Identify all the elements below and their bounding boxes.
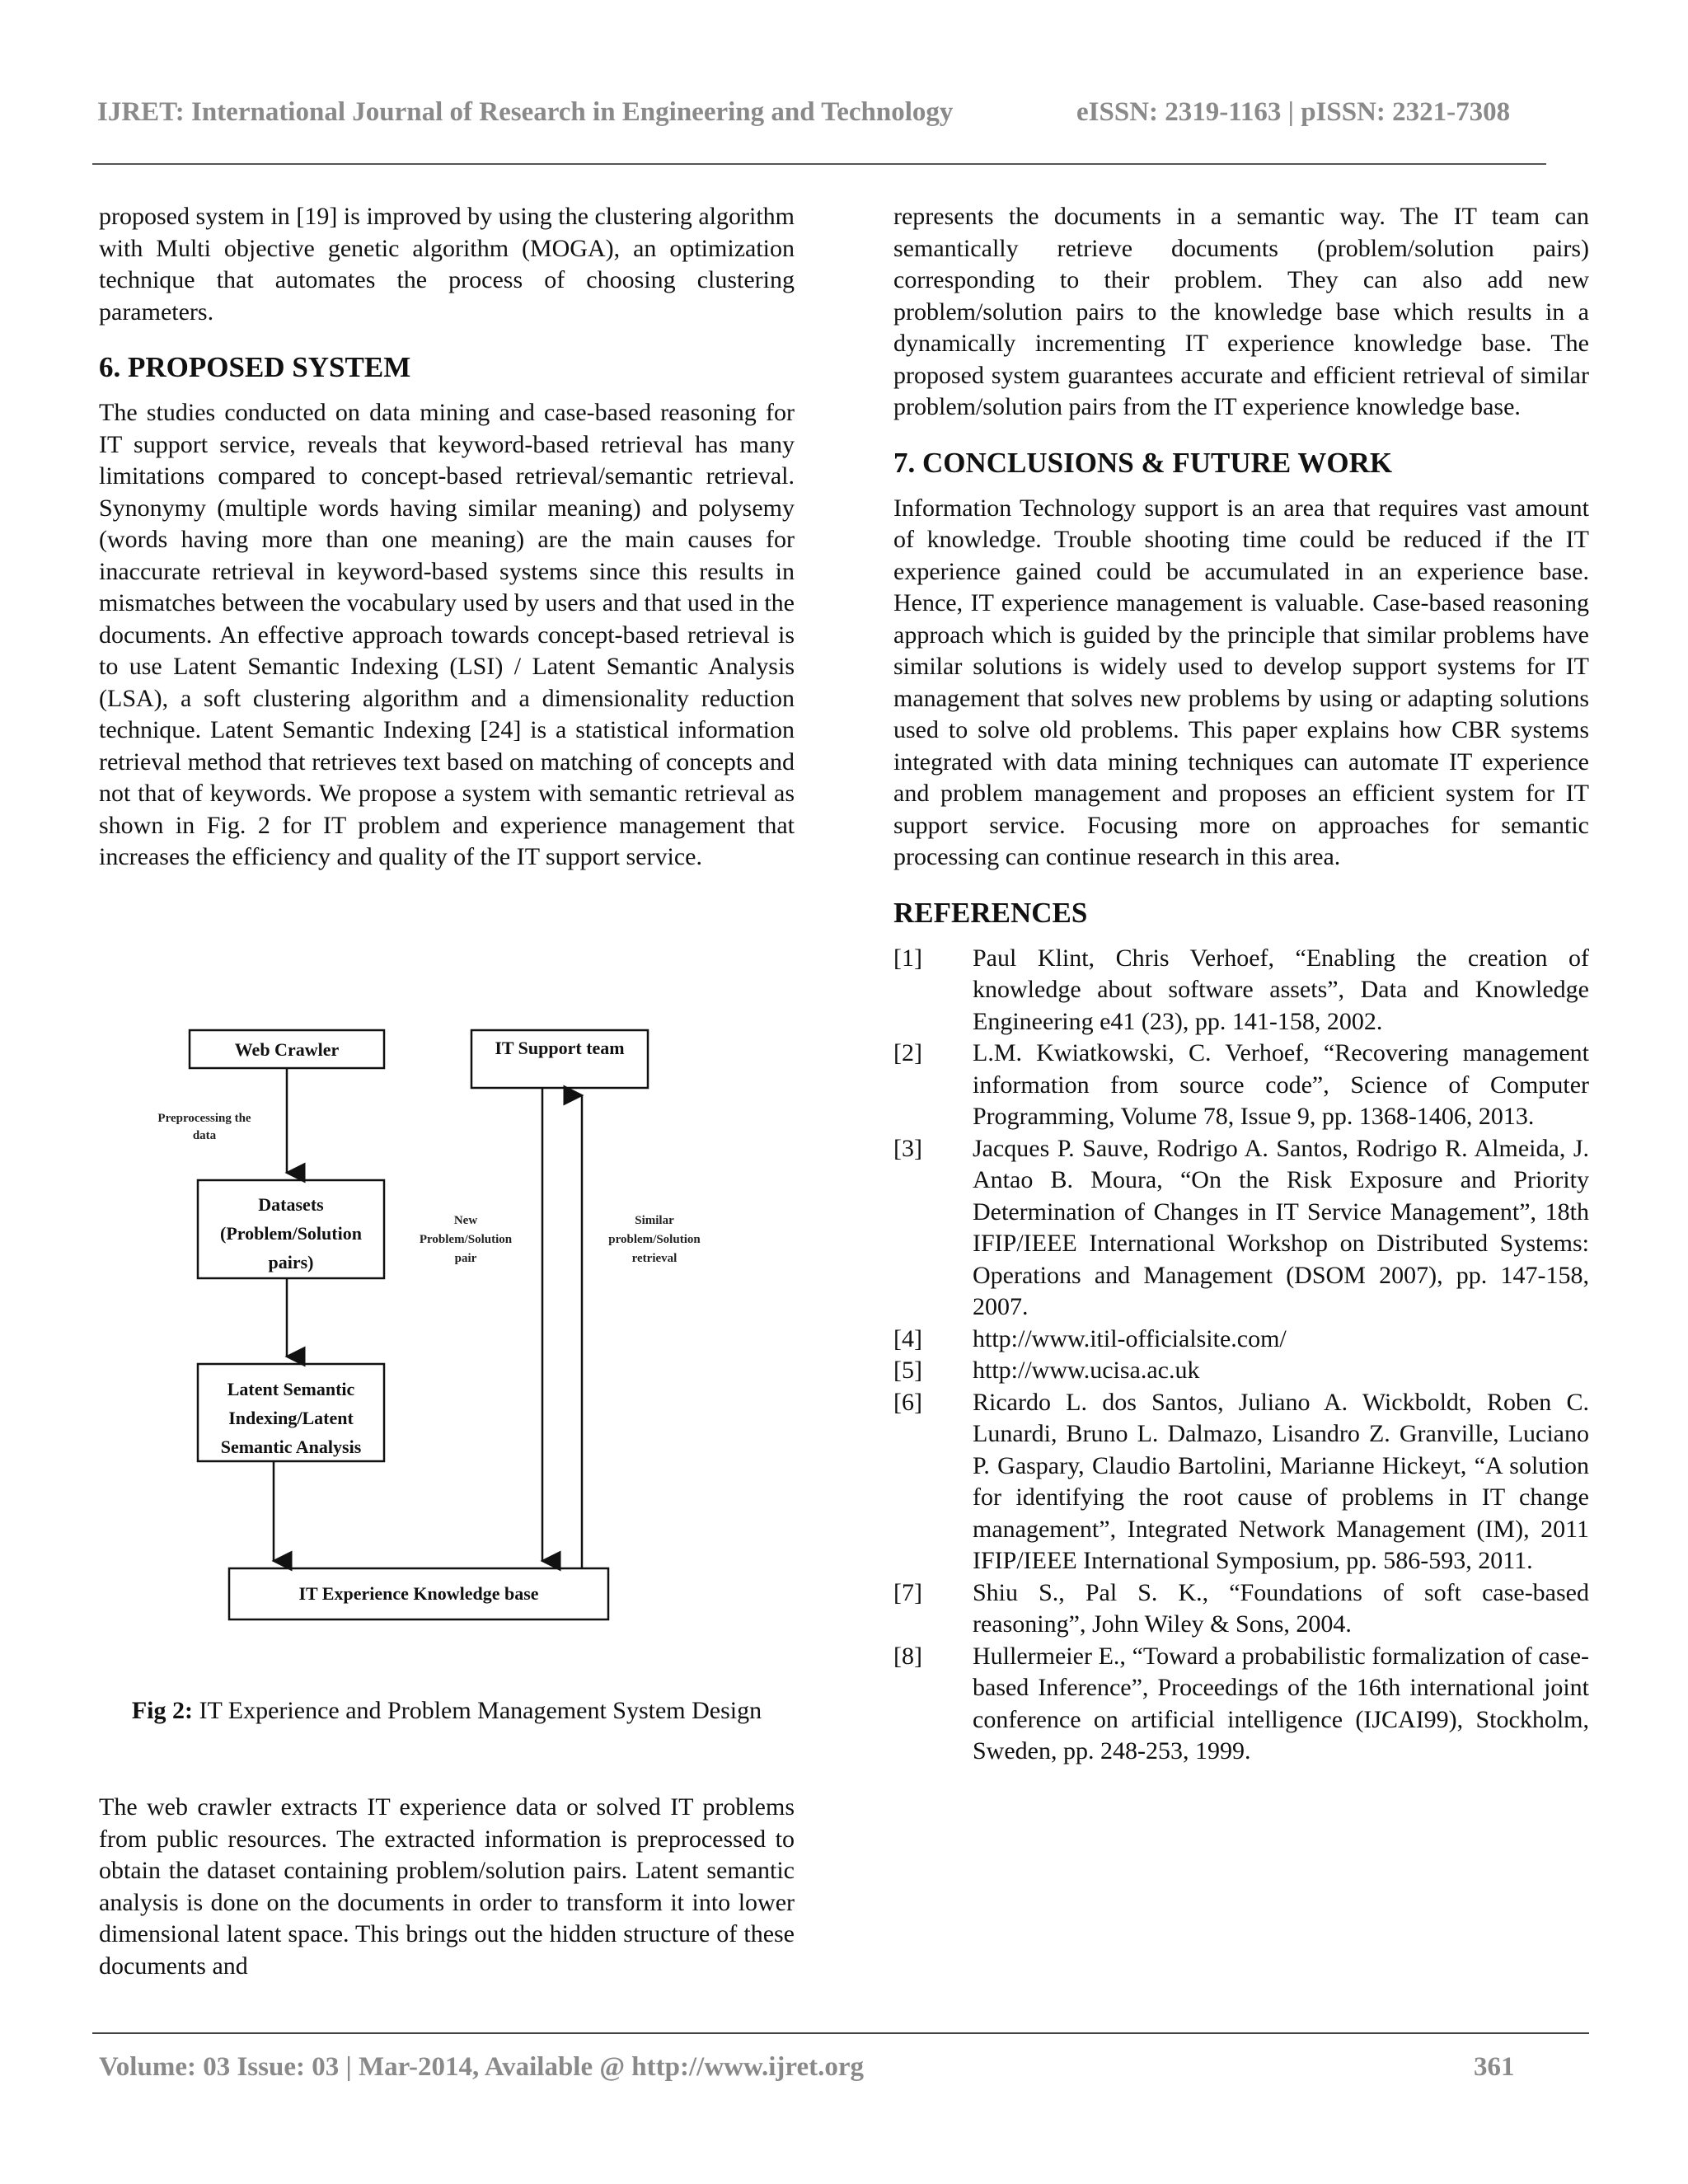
lsi-label-1: Latent Semantic [227, 1379, 355, 1399]
preprocessing-label-1: Preprocessing the [157, 1112, 251, 1125]
after-figure-paragraph: The web crawler extracts IT experience data or solved IT problems from public resources. The extracted information is preprocessed to obtain the dataset containing problem/solution pairs. Latent semantic analysis is done on the documents in order to transform it into lower dimensional latent space. This brings out the hidden structure of these documents and [99, 1793, 795, 1980]
figure-2-diagram [99, 1001, 795, 1644]
references-list [893, 943, 1589, 1768]
right-intro-paragraph: represents the documents in a semantic way. The IT team can semantically retrieve documents (problem/solution pairs) corresponding to their problem. They can also add new problem/solution pairs to the knowledge base which results in a dynamically incrementing IT experience knowledge base. The proposed system guarantees accurate and efficient retrieval of similar problem/solution pairs from the IT experience knowledge base. [893, 203, 1589, 420]
reference-item: [1] Paul Klint, Chris Verhoef, “Enabling the creation of knowledge about software assets”, Data and Knowledge Engineering e41 (23), pp. 141-158, 2002. [893, 944, 1589, 1035]
figure-caption-label: Fig 2: [131, 1697, 194, 1724]
left-column-top [99, 201, 795, 874]
references-heading: REFERENCES [893, 896, 1088, 929]
preprocessing-label-2: data [192, 1129, 217, 1142]
reference-item: [4] http://www.itil-officialsite.com/ [893, 1324, 1287, 1352]
section-7-body: Information Technology support is an area that requires vast amount of knowledge. Trouble shooting time could be reduced if the IT experience gained could be accumulated in an experience base. Hence, IT experience management is valuable. Case-based reasoning approach which is guided by the principle that similar problems have similar solutions is widely used to develop support systems for IT management that solves new problems by using or adapting solutions used to solve old problems. This paper explains how CBR systems integrated with data mining techniques can automate IT experience and problem management and proposes an efficient system for IT support service. Focusing more on approaches for semantic processing can continue research in this area. [893, 494, 1589, 870]
similar-label-3: retrieval [631, 1252, 678, 1265]
header-rule [92, 163, 1546, 165]
left-column-bottom [99, 1792, 795, 1982]
reference-item: [7] Shiu S., Pal S. K., “Foundations of soft case-based reasoning”, John Wiley & Sons, 2004. [893, 1578, 1589, 1638]
new-pair-label-1: New [453, 1214, 478, 1227]
reference-item: [3] Jacques P. Sauve, Rodrigo A. Santos, Rodrigo R. Almeida, J. Antao B. Moura, “On the Risk Exposure and Priority Determination of Changes in IT Service Management”, 18th IFIP/IEEE International Workshop on Distributed Systems: Operations and Management (DSOM 2007), pp. 147-158, 2007. [893, 1134, 1589, 1320]
section-6-body: The studies conducted on data mining and case-based reasoning for IT support service, reveals that keyword-based retrieval has many limitations compared to concept-based retrieval/semantic retrieval. Synonymy (multiple words having similar meaning) and polysemy (words having more than one meaning) are the main causes for inaccurate retrieval in keyword-based systems since this results in mismatches between the vocabulary used by users and that used in the documents. An effective approach towards concept-based retrieval is to use Latent Semantic Indexing (LSI) / Latent Semantic Analysis (LSA), a soft clustering algorithm and a dimensionality reduction technique. Latent Semantic Indexing [24] is a statistical information retrieval method that retrieves text based on matching of concepts and not that of keywords. We propose a system with semantic retrieval as shown in Fig. 2 for IT problem and experience management that increases the efficiency and quality of the IT support service. [99, 399, 795, 870]
similar-label-2: problem/Solution [608, 1233, 701, 1246]
left-intro-paragraph: proposed system in [19] is improved by using the clustering algorithm with Multi objective genetic algorithm (MOGA), an optimization technique that automates the process of choosing clustering parameters. [99, 203, 795, 326]
section-7-heading: 7. CONCLUSIONS & FUTURE WORK [893, 446, 1393, 479]
footer-rule [92, 2032, 1589, 2034]
flow-diagram [99, 1001, 795, 1644]
web-crawler-label: Web Crawler [234, 1039, 340, 1060]
reference-item: [5] http://www.ucisa.ac.uk [893, 1357, 1200, 1384]
reference-item: [8] Hullermeier E., “Toward a probabilistic formalization of case-based Inference”, Proceedings of the 16th international joint conference on artificial intelligence (IJCAI99), Stockholm, Sweden, pp. 248-253, 1999. [893, 1642, 1589, 1765]
datasets-label-2: (Problem/Solution [220, 1223, 362, 1244]
it-support-team-label: IT Support team [495, 1038, 625, 1058]
datasets-label-1: Datasets [258, 1194, 324, 1215]
datasets-label-3: pairs) [268, 1252, 314, 1272]
section-6-heading: 6. PROPOSED SYSTEM [99, 351, 411, 383]
new-pair-label-2: Problem/Solution [419, 1233, 513, 1246]
similar-label-1: Similar [635, 1214, 674, 1227]
figure-2-caption [99, 1695, 795, 1727]
running-header [97, 97, 1548, 138]
new-pair-label-3: pair [454, 1252, 477, 1265]
reference-item: [6] Ricardo L. dos Santos, Juliano A. Wickboldt, Roben C. Lunardi, Bruno L. Dalmazo, Lisandro Z. Granville, Luciano P. Gaspary, Claudio Bartolini, Marianne Hickeyt, “A solution for identifying the root cause of problems in IT change management”, Integrated Network Management (IM), 2011 IFIP/IEEE International Symposium, pp. 586-593, 2011. [893, 1388, 1589, 1574]
lsi-label-3: Semantic Analysis [220, 1436, 362, 1457]
figure-caption-text: IT Experience and Problem Management System Design [193, 1697, 762, 1724]
knowledge-base-label: IT Experience Knowledge base [298, 1583, 539, 1604]
right-column [893, 201, 1589, 1768]
issn-info: eISSN: 2319-1163 | pISSN: 2321-7308 [1076, 97, 1511, 127]
lsi-label-2: Indexing/Latent [228, 1408, 354, 1428]
page-number: 361 [1474, 2052, 1515, 2082]
journal-title: IJRET: International Journal of Research in Engineering and Technology [97, 97, 954, 127]
volume-info: Volume: 03 Issue: 03 | Mar-2014, Available @ http://www.ijret.org [99, 2052, 864, 2082]
running-footer [99, 2052, 1517, 2092]
reference-item: [2] L.M. Kwiatkowski, C. Verhoef, “Recovering management information from source code”, Science of Computer Programming, Volume 78, Issue 9, pp. 1368-1406, 2013. [893, 1039, 1589, 1130]
